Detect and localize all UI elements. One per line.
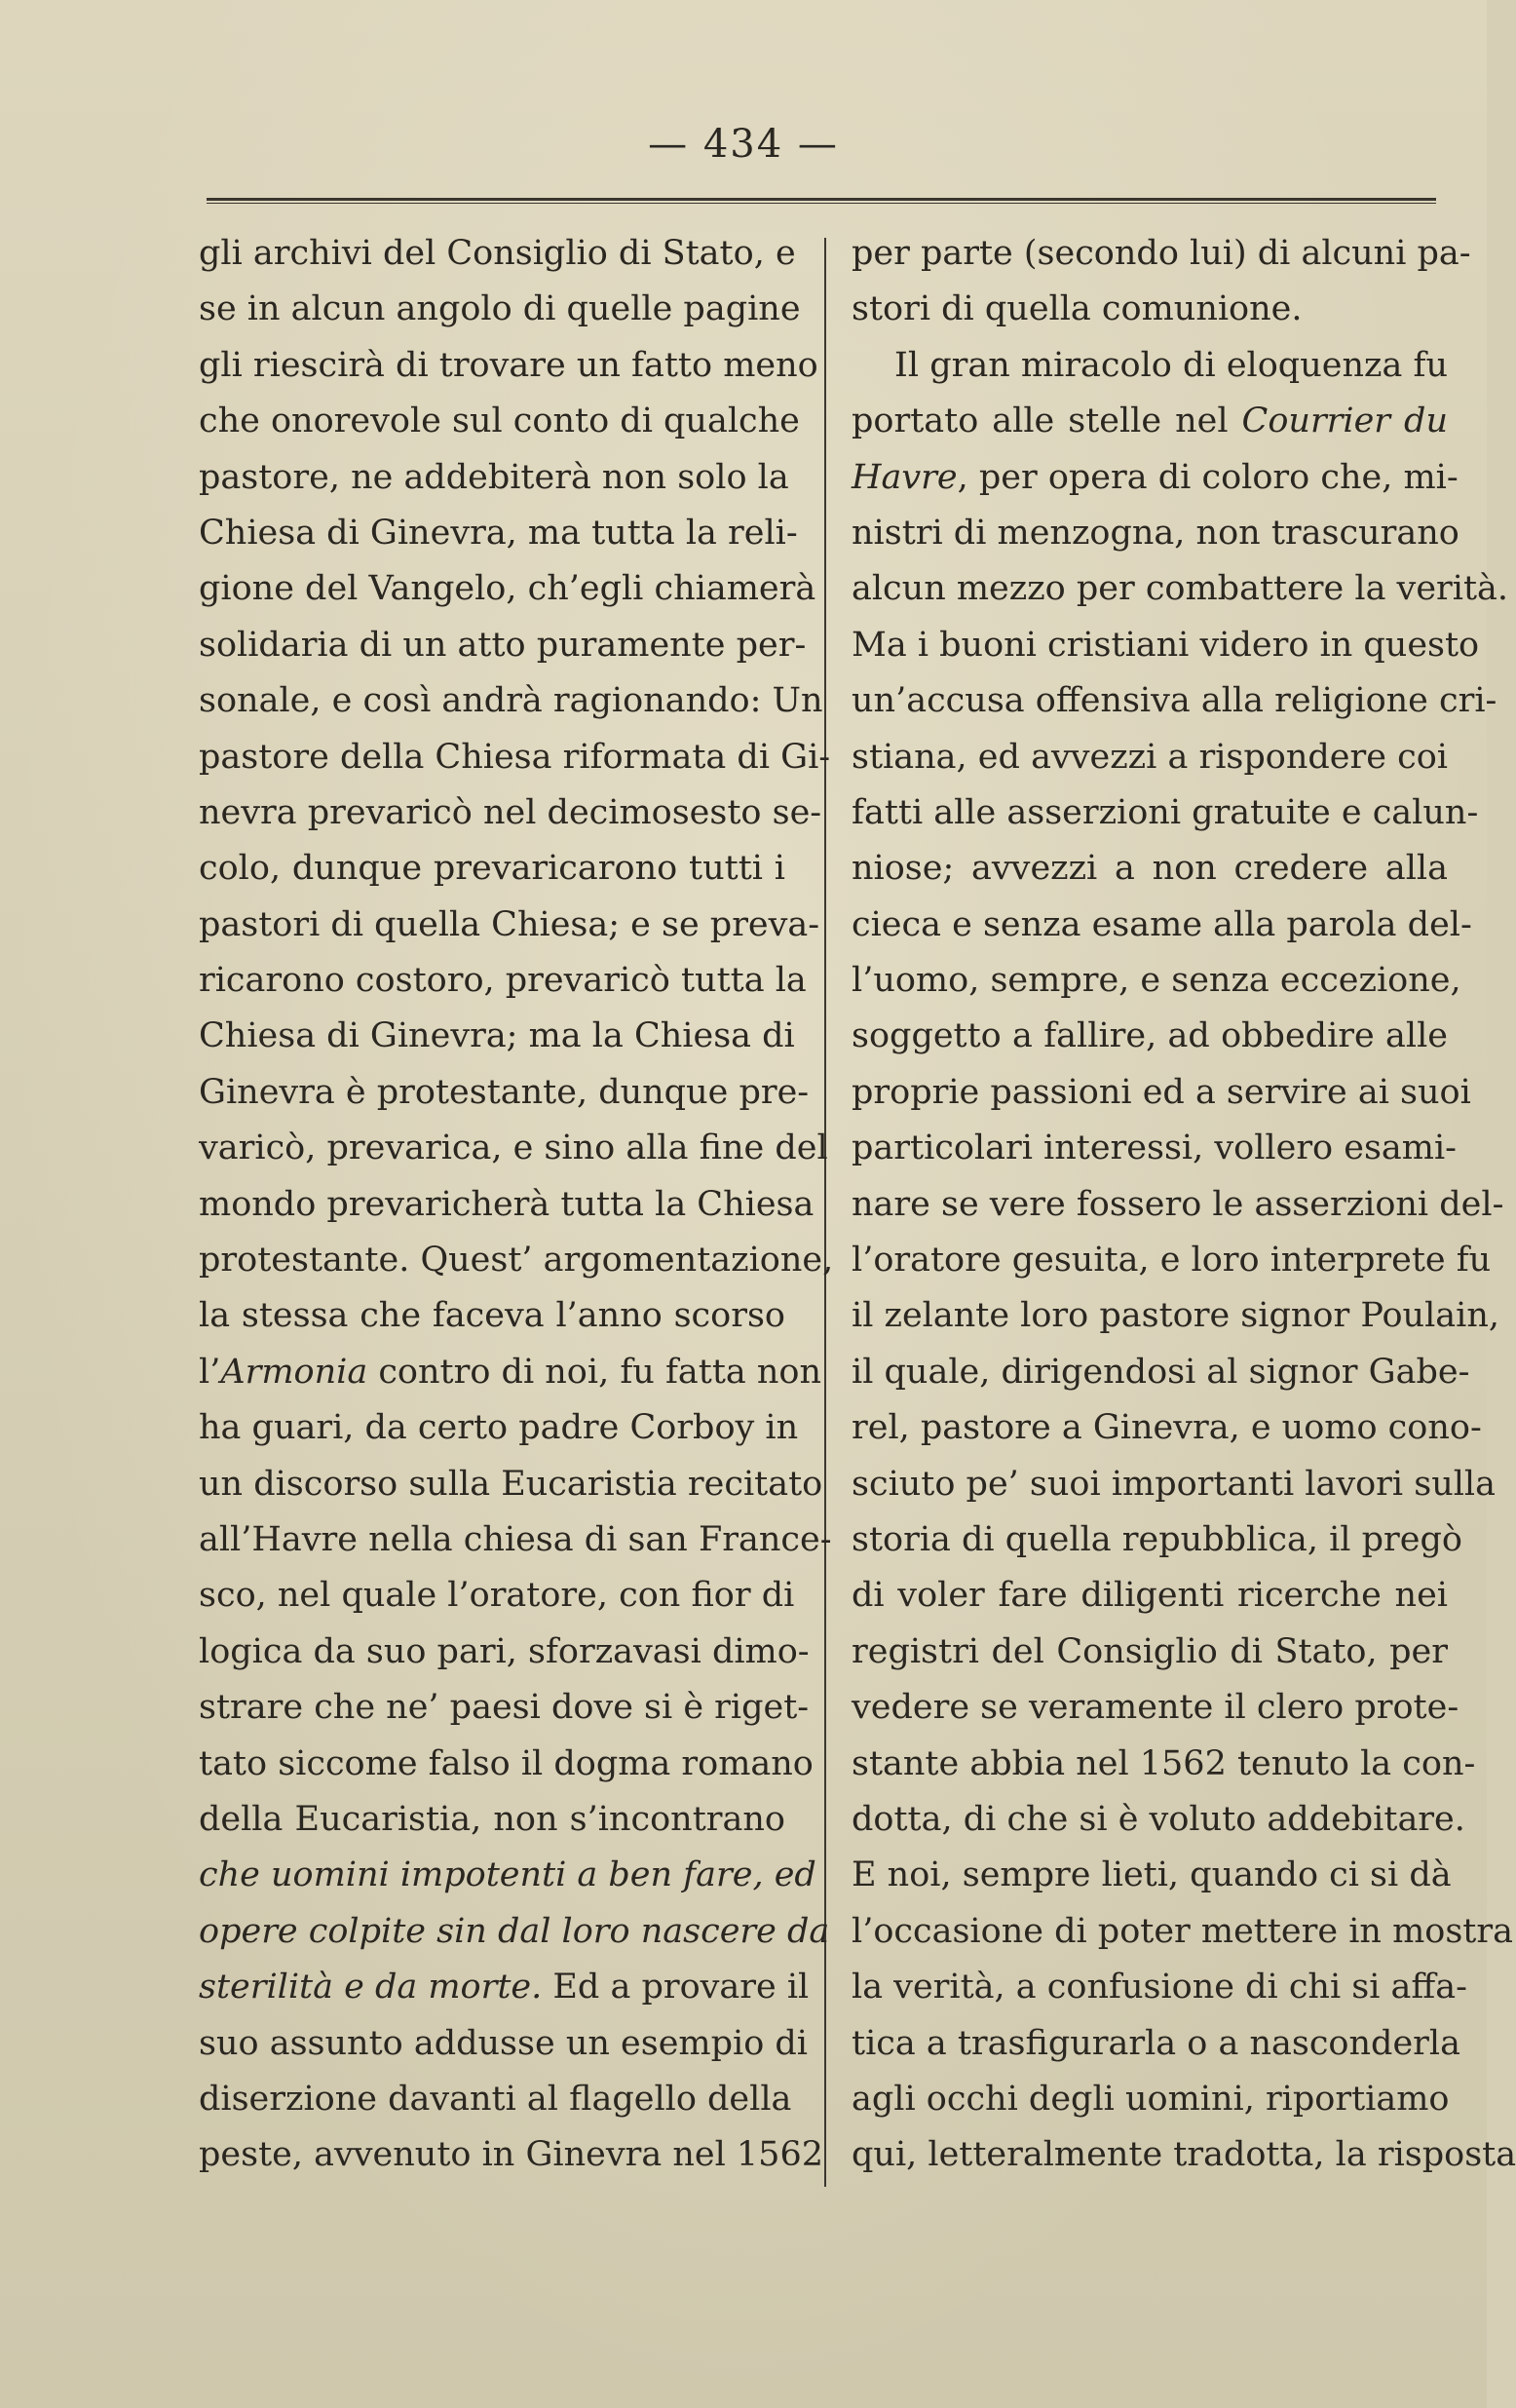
left-column-text-line — [199, 1345, 822, 1400]
left-column-text-line — [199, 841, 785, 897]
right-column-text-line — [852, 841, 1448, 897]
text-run: stante abbia nel 1562 tenuto la con- — [852, 1743, 1476, 1783]
left-column-text-line — [199, 282, 801, 337]
left-column-text-line — [199, 1904, 830, 1960]
left-column-text-line — [199, 730, 831, 785]
left-column-text-line — [199, 1680, 810, 1736]
right-column-text-line — [852, 1233, 1492, 1288]
text-run: cieca e senza esame alla parola del- — [852, 904, 1472, 944]
text-run: proprie passioni ed a servire ai suoi — [852, 1072, 1471, 1112]
text-run: soggetto a fallire, ad obbedire alle — [852, 1016, 1448, 1056]
text-run: Ed a provare il — [542, 1968, 810, 2007]
text-run: se in alcun angolo di quelle pagine — [199, 289, 801, 329]
left-column-text-line — [199, 1568, 795, 1624]
text-run: all’Havre nella chiesa di san France- — [199, 1519, 832, 1559]
right-column-text-line — [852, 1737, 1476, 1792]
text-run: sco, nel quale l’oratore, con fior di — [199, 1576, 795, 1616]
text-run: gione del Vangelo, ch’egli chiamerà — [199, 569, 816, 609]
text-run: diserzione davanti al flagello della — [199, 2079, 792, 2119]
text-run: portato alle stelle nel — [852, 401, 1242, 441]
right-column — [852, 226, 1516, 2184]
right-column-text-line — [852, 1288, 1499, 1344]
text-run: nistri di menzogna, non trascurano — [852, 513, 1459, 553]
left-column-text-line — [199, 618, 807, 673]
left-column-text-line — [199, 2072, 792, 2127]
right-column-text-line — [852, 394, 1448, 449]
text-run: colo, dunque prevaricarono tutti i — [199, 849, 785, 889]
left-column-text-line — [199, 1457, 823, 1512]
text-run: solidaria di un atto puramente per- — [199, 625, 807, 665]
text-run: della Eucaristia, non s’incontrano — [199, 1799, 785, 1839]
text-run: che onorevole sul conto di qualche — [199, 401, 800, 441]
right-column-text-line — [852, 1568, 1448, 1624]
right-column-text-line — [852, 1848, 1452, 1903]
text-run: Chiesa di Ginevra; ma la Chiesa di — [199, 1016, 795, 1056]
text-run: ha guari, da certo padre Corboy in — [199, 1408, 799, 1448]
text-run: suo assunto addusse un esempio di — [199, 2023, 808, 2063]
right-column-text-line — [852, 2072, 1448, 2127]
italic-text: Courrier du — [1241, 401, 1448, 441]
text-run: l’uomo, sempre, e senza eccezione, — [852, 961, 1461, 1001]
right-column-text-line — [852, 226, 1471, 282]
text-run: fatti alle asserzioni gratuite e calun- — [852, 792, 1479, 832]
text-run: logica da suo pari, sforzavasi dimo- — [199, 1631, 810, 1671]
italic-text: che uomini impotenti a ben fare, ed — [199, 1855, 816, 1895]
left-column-text-line — [199, 1848, 816, 1903]
text-run: , per opera di coloro che, mi- — [957, 457, 1459, 497]
text-run: stiana, ed avvezzi a rispondere coi — [852, 737, 1448, 777]
left-column-text-line — [199, 1737, 814, 1792]
left-column-text-line — [199, 785, 822, 841]
text-run: niose; avvezzi a non credere alla — [852, 849, 1448, 889]
left-column-text-line — [199, 1177, 815, 1233]
right-column-text-line — [852, 1400, 1482, 1456]
text-run: qui, letteralmente tradotta, la risposta — [852, 2135, 1516, 2175]
text-run: l’oratore gesuita, e loro interprete fu — [852, 1241, 1492, 1280]
text-run: varicò, prevarica, e sino alla fine del — [199, 1128, 828, 1168]
right-column-text-line — [852, 561, 1509, 617]
text-run: mondo prevaricherà tutta la Chiesa — [199, 1184, 815, 1224]
left-column-text-line — [199, 1512, 832, 1568]
text-run: sonale, e così andrà ragionando: Un — [199, 681, 823, 721]
left-column-text-line — [199, 1233, 834, 1288]
text-run: contro di noi, fu fatta non — [367, 1352, 822, 1392]
text-run: pastori di quella Chiesa; e se preva- — [199, 904, 820, 944]
left-column-text-line — [199, 506, 798, 561]
left-column-text-line — [199, 450, 789, 506]
right-column-text-line — [852, 2127, 1516, 2183]
page-number: — 434 — — [648, 122, 839, 167]
right-column-text-line — [852, 450, 1459, 506]
right-column-text-line — [852, 673, 1497, 729]
text-run: Il gran miracolo di eloquenza fu — [894, 345, 1448, 385]
left-column-text-line — [199, 898, 820, 953]
right-column-text-line — [852, 618, 1480, 673]
left-column-text-line — [199, 1400, 799, 1456]
left-column-text-line — [199, 1792, 785, 1848]
right-column-text-line — [852, 1624, 1448, 1680]
text-run: pastore, ne addebiterà non solo la — [199, 457, 789, 497]
text-run: Ginevra è protestante, dunque pre- — [199, 1072, 810, 1112]
right-column-text-line — [852, 730, 1448, 785]
right-column-text-line — [852, 1177, 1504, 1233]
text-run: tato siccome falso il dogma romano — [199, 1743, 814, 1783]
right-column-text-line — [852, 338, 1448, 394]
right-column-text-line — [852, 506, 1459, 561]
italic-text: sterilità e da morte. — [199, 1968, 543, 2007]
text-run: peste, avvenuto in Ginevra nel 1562 — [199, 2135, 823, 2175]
italic-text: Armonia — [220, 1352, 368, 1392]
text-run: agli occhi degli uomini, riportiamo — [852, 2079, 1450, 2119]
text-run: il quale, dirigendosi al signor Gabe- — [852, 1352, 1470, 1392]
right-column-text-line — [852, 1792, 1465, 1848]
left-column-text-line — [199, 2127, 823, 2183]
left-column-text-line — [199, 1288, 785, 1344]
left-column-text-line — [199, 953, 807, 1009]
left-column-text-line — [199, 2016, 808, 2072]
text-run: pastore della Chiesa riformata di Gi- — [199, 737, 831, 777]
text-run: E noi, sempre lieti, quando ci si dà — [852, 1855, 1452, 1895]
italic-text: opere colpite sin dal loro nascere da — [199, 1911, 830, 1951]
right-column-text-line — [852, 1065, 1471, 1121]
right-column-text-line — [852, 282, 1448, 337]
right-column-text-line — [852, 1009, 1448, 1064]
left-column-text-line — [199, 673, 823, 729]
right-column-text-line — [852, 1960, 1467, 2015]
left-column-text-line — [199, 394, 800, 449]
right-column-text-line — [852, 1457, 1496, 1512]
text-run: Chiesa di Ginevra, ma tutta la reli- — [199, 513, 798, 553]
text-run: dotta, di che si è voluto addebitare. — [852, 1799, 1465, 1839]
right-column-text-line — [852, 1680, 1459, 1736]
right-column-text-line — [852, 2016, 1460, 2072]
text-run: gli riescirà di trovare un fatto meno — [199, 345, 818, 385]
right-column-text-line — [852, 1345, 1470, 1400]
right-column-text-line — [852, 1121, 1457, 1176]
text-run: particolari interessi, vollero esami- — [852, 1128, 1457, 1168]
text-run: nare se vere fossero le asserzioni del- — [852, 1184, 1504, 1224]
text-run: l’ — [199, 1352, 221, 1392]
text-run: vedere se veramente il clero prote- — [852, 1688, 1459, 1728]
left-column-text-line — [199, 1624, 810, 1680]
header-rule — [207, 198, 1436, 204]
text-run: un’accusa offensiva alla religione cri- — [852, 681, 1497, 721]
text-run: stori di quella comunione. — [852, 289, 1303, 329]
text-run: il zelante loro pastore signor Poulain, — [852, 1296, 1499, 1336]
left-column — [199, 226, 834, 2184]
right-column-text-line — [852, 1904, 1513, 1960]
column-divider — [824, 238, 826, 2187]
right-column-text-line — [852, 1512, 1462, 1568]
left-column-text-line — [199, 1960, 810, 2015]
text-run: un discorso sulla Eucaristia recitato — [199, 1464, 823, 1504]
left-column-text-line — [199, 226, 796, 282]
right-column-text-line — [852, 953, 1461, 1009]
text-run: gli archivi del Consiglio di Stato, e — [199, 234, 796, 273]
left-column-text-line — [199, 1009, 795, 1064]
text-run: l’occasione di poter mettere in mostra — [852, 1911, 1513, 1951]
text-run: ricarono costoro, prevaricò tutta la — [199, 961, 807, 1001]
right-column-text-line — [852, 785, 1479, 841]
text-run: rel, pastore a Ginevra, e uomo cono- — [852, 1408, 1482, 1448]
text-run: registri del Consiglio di Stato, per — [852, 1631, 1448, 1671]
text-run: la verità, a confusione di chi si affa- — [852, 1968, 1467, 2007]
right-column-text-line — [852, 898, 1472, 953]
left-column-text-line — [199, 1121, 828, 1176]
text-run: strare che ne’ paesi dove si è riget- — [199, 1688, 810, 1728]
text-run: di voler fare diligenti ricerche nei — [852, 1576, 1448, 1616]
text-run: Ma i buoni cristiani videro in questo — [852, 625, 1480, 665]
left-column-text-line — [199, 1065, 810, 1121]
text-run: protestante. Quest’ argomentazione, — [199, 1241, 834, 1280]
text-run: storia di quella repubblica, il pregò — [852, 1519, 1462, 1559]
left-column-text-line — [199, 338, 818, 394]
text-run: sciuto pe’ suoi importanti lavori sulla — [852, 1464, 1496, 1504]
left-column-text-line — [199, 561, 816, 617]
text-run: alcun mezzo per combattere la verità. — [852, 569, 1509, 609]
text-run: per parte (secondo lui) di alcuni pa- — [852, 234, 1471, 273]
text-run: tica a trasfigurarla o a nasconderla — [852, 2023, 1460, 2063]
italic-text: Havre — [852, 457, 958, 497]
text-run: nevra prevaricò nel decimosesto se- — [199, 792, 822, 832]
text-run: la stessa che faceva l’anno scorso — [199, 1296, 785, 1336]
